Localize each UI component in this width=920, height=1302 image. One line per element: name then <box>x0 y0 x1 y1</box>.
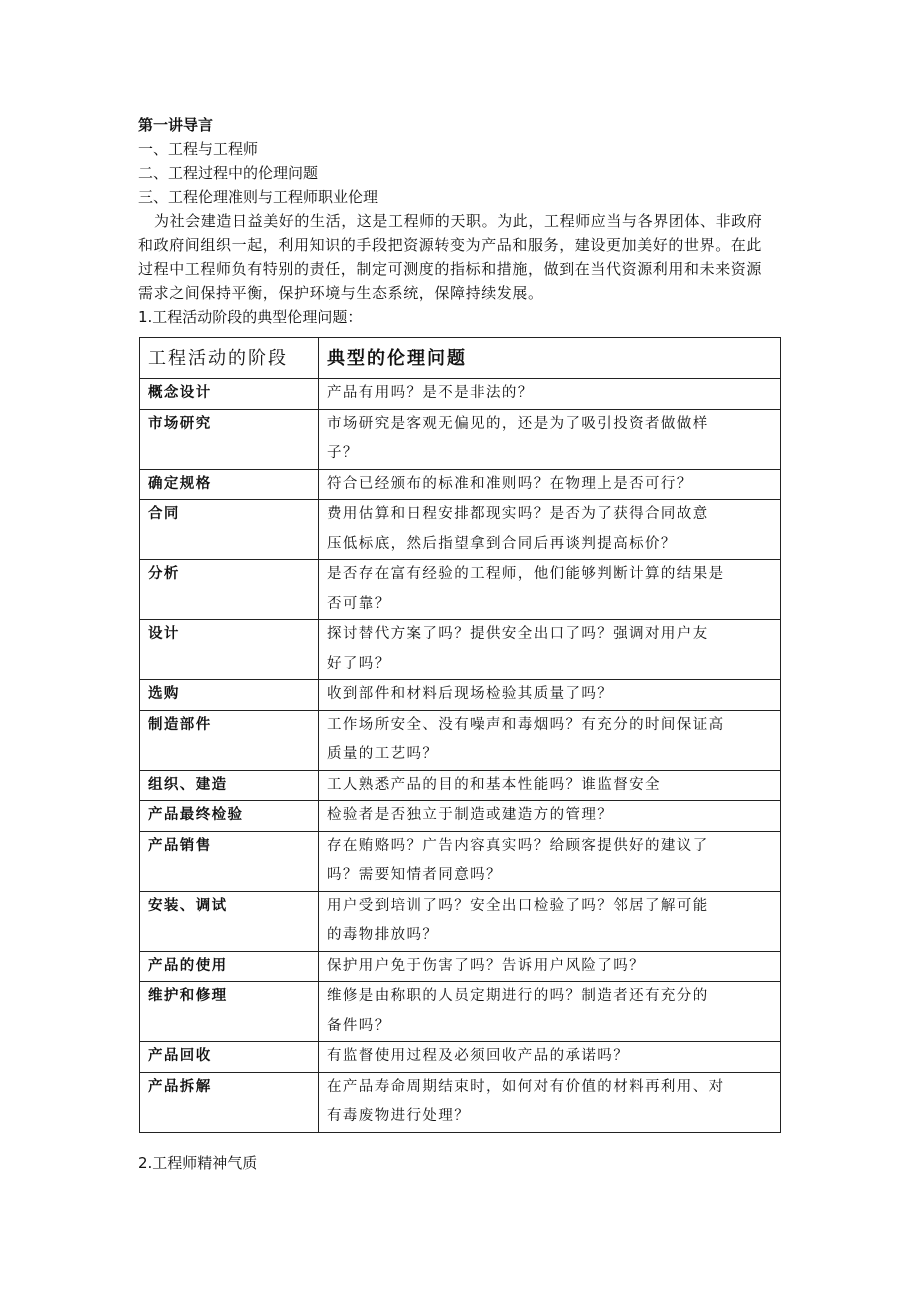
paragraph-line: 过程中工程师负有特别的责任，制定可测度的指标和措施，做到在当代资源利用和未来资源 <box>138 260 763 278</box>
issue-cell <box>319 500 781 560</box>
issue-line: 保护用户免于伤害了吗？告诉用户风险了吗？ <box>327 957 645 974</box>
outline-item: 三、工程伦理准则与工程师职业伦理 <box>138 188 379 206</box>
table-row <box>140 801 781 832</box>
issue-line: 的毒物排放吗？ <box>327 927 439 943</box>
issue-line: 市场研究是客观无偏见的，还是为了吸引投资者做做样 <box>327 415 709 432</box>
issue-line: 吗？需要知情者同意吗？ <box>327 867 502 883</box>
table-row <box>140 770 781 801</box>
table-row <box>140 620 781 680</box>
header-issue: 典型的伦理问题 <box>319 338 781 379</box>
table-row <box>140 469 781 500</box>
table-header-row <box>140 338 781 379</box>
lecture-title: 第一讲导言 <box>138 116 214 134</box>
stage-cell: 产品拆解 <box>140 1072 319 1132</box>
stage-cell: 选购 <box>140 680 319 711</box>
stage-cell: 产品销售 <box>140 831 319 891</box>
stage-cell: 分析 <box>140 560 319 620</box>
stage-cell: 组织、建造 <box>140 770 319 801</box>
ethics-table <box>139 337 781 1133</box>
issue-line: 符合已经颁布的标准和准则吗？在物理上是否可行？ <box>327 475 693 492</box>
issue-line: 用户受到培训了吗？安全出口检验了吗？邻居了解可能 <box>327 897 709 914</box>
issue-line: 工人熟悉产品的目的和基本性能吗？谁监督安全 <box>327 776 661 793</box>
issue-cell <box>319 560 781 620</box>
header-stage: 工程活动的阶段 <box>140 338 319 379</box>
issue-cell <box>319 469 781 500</box>
issue-line: 存在贿赂吗？广告内容真实吗？给顾客提供好的建议了 <box>327 837 709 854</box>
issue-line: 是否存在富有经验的工程师，他们能够判断计算的结果是 <box>327 566 725 582</box>
issue-cell <box>319 680 781 711</box>
table-row <box>140 680 781 711</box>
stage-cell: 市场研究 <box>140 409 319 469</box>
issue-line: 收到部件和材料后现场检验其质量了吗？ <box>327 686 614 702</box>
table-row <box>140 982 781 1042</box>
paragraph-line: 为社会建造日益美好的生活，这是工程师的天职。为此，工程师应当与各界团体、非政府 <box>154 212 763 230</box>
stage-cell: 安装、调试 <box>140 891 319 951</box>
table-row <box>140 500 781 560</box>
issue-cell <box>319 770 781 801</box>
stage-cell: 概念设计 <box>140 379 319 410</box>
issue-cell <box>319 379 781 410</box>
issue-line: 好了吗？ <box>327 655 391 672</box>
issue-cell <box>319 831 781 891</box>
stage-cell: 产品最终检验 <box>140 801 319 832</box>
table-row <box>140 831 781 891</box>
issue-cell <box>319 982 781 1042</box>
issue-cell <box>319 710 781 770</box>
issue-cell <box>319 1072 781 1132</box>
stage-cell: 制造部件 <box>140 710 319 770</box>
issue-line: 有监督使用过程及必须回收产品的承诺吗？ <box>327 1048 630 1064</box>
issue-cell <box>319 1042 781 1073</box>
table-row <box>140 379 781 410</box>
paragraph-line: 和政府间组织一起，利用知识的手段把资源转变为产品和服务，建设更加美好的世界。在此 <box>138 236 763 254</box>
issue-line: 否可靠？ <box>327 595 391 612</box>
issue-line: 压低标底，然后指望拿到合同后再谈判提高标价？ <box>327 535 677 552</box>
issue-cell <box>319 409 781 469</box>
stage-cell: 设计 <box>140 620 319 680</box>
table-row <box>140 710 781 770</box>
issue-cell <box>319 801 781 832</box>
issue-line: 检验者是否独立于制造或建造方的管理？ <box>327 807 614 823</box>
issue-line: 费用估算和日程安排都现实吗？是否为了获得合同故意 <box>327 506 709 522</box>
intro-paragraph <box>138 209 782 305</box>
table-row <box>140 560 781 620</box>
stage-cell: 合同 <box>140 500 319 560</box>
issue-cell <box>319 620 781 680</box>
stage-cell: 确定规格 <box>140 469 319 500</box>
table-row <box>140 951 781 982</box>
paragraph-line: 需求之间保持平衡，保护环境与生态系统，保障持续发展。 <box>138 284 544 302</box>
section-heading-1: 1.工程活动阶段的典型伦理问题： <box>138 308 363 326</box>
stage-cell: 产品回收 <box>140 1042 319 1073</box>
issue-line: 工作场所安全、没有噪声和毒烟吗？有充分的时间保证高 <box>327 716 725 733</box>
table-row <box>140 409 781 469</box>
issue-line: 在产品寿命周期结束时，如何对有价值的材料再利用、对 <box>327 1078 725 1095</box>
stage-cell: 维护和修理 <box>140 982 319 1042</box>
issue-line: 维修是由称职的人员定期进行的吗？制造者还有充分的 <box>327 988 709 1004</box>
issue-line: 质量的工艺吗？ <box>327 746 439 762</box>
table-row <box>140 1072 781 1132</box>
outline-item: 二、工程过程中的伦理问题 <box>138 164 319 182</box>
issue-cell <box>319 891 781 951</box>
stage-cell: 产品的使用 <box>140 951 319 982</box>
section-heading-2: 2.工程师精神气质 <box>138 1154 258 1172</box>
table-row <box>140 891 781 951</box>
issue-line: 子？ <box>327 445 359 461</box>
issue-line: 有毒废物进行处理？ <box>327 1108 471 1124</box>
issue-line: 探讨替代方案了吗？提供安全出口了吗？强调对用户友 <box>327 626 709 642</box>
issue-line: 产品有用吗？是不是非法的？ <box>327 385 534 401</box>
issue-cell <box>319 951 781 982</box>
outline-item: 一、工程与工程师 <box>138 140 259 158</box>
issue-line: 备件吗？ <box>327 1017 391 1034</box>
table-row <box>140 1042 781 1073</box>
